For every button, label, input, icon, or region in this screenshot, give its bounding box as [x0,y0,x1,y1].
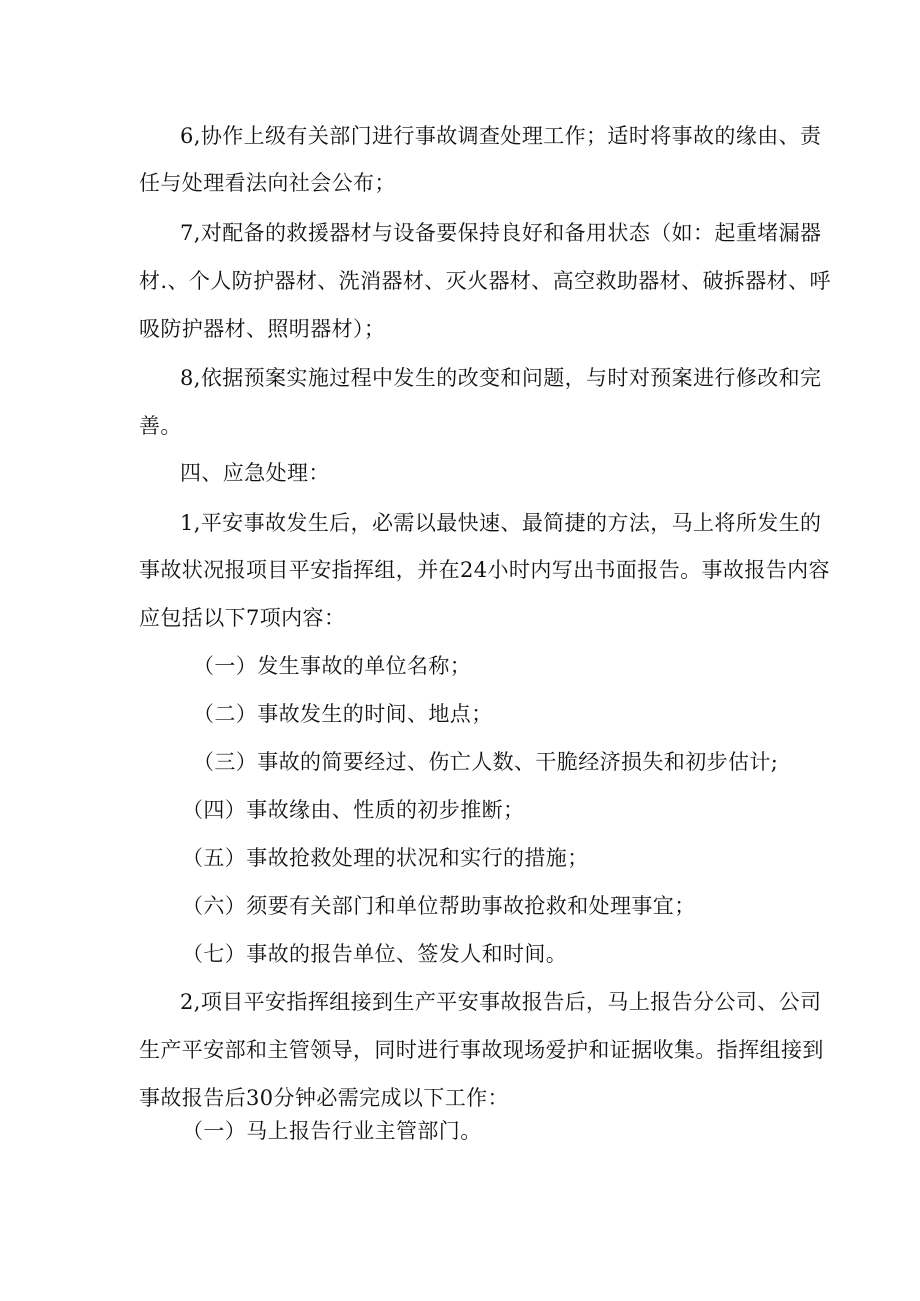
paragraph-1-line-2: 事故状况报项目平安指挥组，并在24小时内写出书面报告。事故报告内容 [139,558,830,582]
list-item-6: （六）须要有关部门和单位帮助事故抢救和处理事宜； [182,894,696,918]
paragraph-1-line-3: 应包括以下7项内容： [139,606,346,630]
list-item-1: （一）发生事故的单位名称； [193,654,472,678]
list-item-2: （二）事故发生的时间、地点； [193,702,493,726]
paragraph-2-line-3: 事故报告后30分钟必需完成以下工作： [139,1086,509,1110]
paragraph-7-line-1: 7,对配备的救援器材与设备要保持良好和备用状态（如：起重堵漏器 [180,221,822,245]
paragraph-6-line-2: 任与处理看法向社会公布； [139,171,396,195]
list-item-final: （一）马上报告行业主管部门。 [182,1119,482,1143]
paragraph-2-line-2: 生产平安部和主管领导，同时进行事故现场爱护和证据收集。指挥组接到 [139,1038,824,1062]
list-item-4: （四）事故缘由、性质的初步推断； [182,798,525,822]
list-item-3: （三）事故的简要经过、伤亡人数、干脆经济损失和初步估计; [193,750,779,774]
paragraph-7-line-2: 材.、个人防护器材、洗消器材、灭火器材、高空救助器材、破拆器材、呼 [139,269,831,293]
list-item-7: （七）事故的报告单位、签发人和时间。 [182,942,568,966]
paragraph-1-line-1: 1,平安事故发生后，必需以最快速、最简捷的方法，马上将所发生的 [180,511,822,535]
paragraph-6-line-1: 6,协作上级有关部门进行事故调查处理工作；适时将事故的缘由、责 [180,124,822,148]
paragraph-8-line-1: 8,依据预案实施过程中发生的改变和问题，与时对预案进行修改和完 [180,366,822,390]
list-item-5: （五）事故抢救处理的状况和实行的措施； [182,846,589,870]
section-heading: 四、应急处理： [180,461,330,485]
paragraph-7-line-3: 吸防护器材、照明器材）； [139,317,386,341]
paragraph-2-line-1: 2,项目平安指挥组接到生产平安事故报告后，马上报告分公司、公司 [180,990,822,1014]
paragraph-8-line-2: 善。 [139,414,182,438]
